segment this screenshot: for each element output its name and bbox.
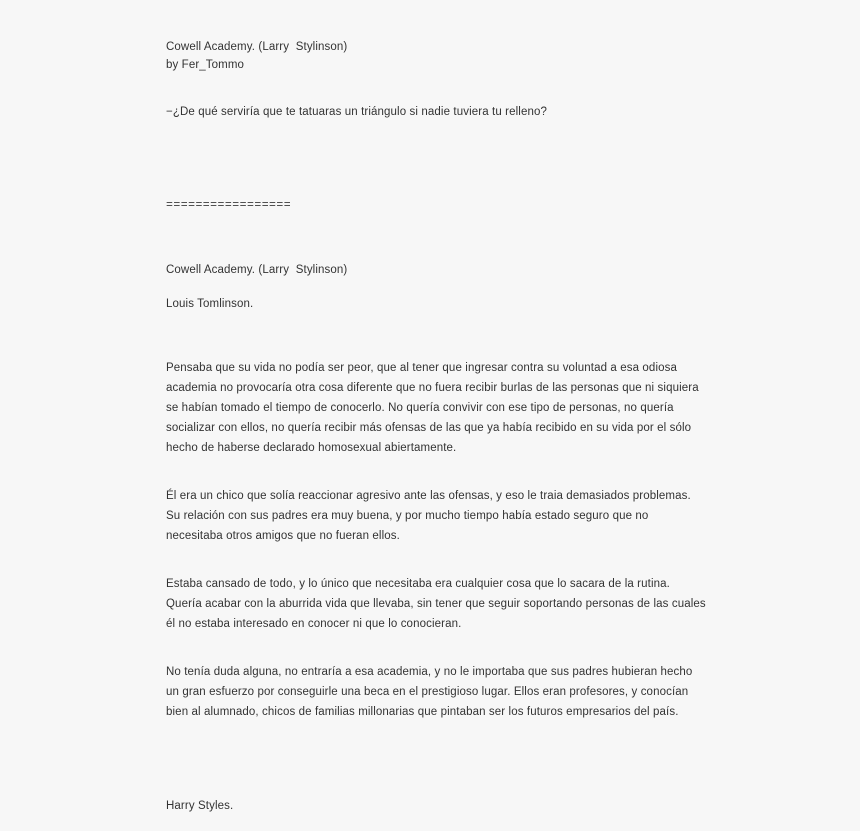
story-paragraph: Estaba cansado de todo, y lo único que necesitaba era cualquier cosa que lo sacara de la rutina. Quería acabar con la aburrida vida que llevaba, sin tener que seguir soportando personas de las cuales él no estaba interesado en conocer ni que lo conocieran. — [166, 578, 710, 630]
story-title: Cowell Academy. (Larry Stylinson) — [166, 41, 348, 53]
spacer — [166, 314, 706, 358]
story-byline: by Fer_Tommo — [166, 59, 245, 71]
story-paragraph: No tenía duda alguna, no entraría a esa academia, y no le importaba que sus padres hubieran hecho un gran esfuerzo por conseguirle una beca en el prestigioso lugar. Ellos eran profesores, y conocían bien al alumnado, chicos de familias millonarias que pintaban ser los futuros empresarios del país. — [166, 666, 696, 718]
spacer — [166, 722, 706, 796]
story-paragraph: Él era un chico que solía reaccionar agresivo ante las ofensas, y eso le traia demasiados problemas. Su relación con sus padres era muy buena, y por mucho tiempo había estado seguro que no necesitaba otros amigos que no fueran ellos. — [166, 490, 698, 542]
spacer — [166, 216, 706, 260]
section-separator: ================= — [166, 199, 292, 212]
spacer — [166, 280, 706, 294]
spacer — [166, 546, 706, 574]
story-paragraph: Pensaba que su vida no podía ser peor, que al tener que ingresar contra su voluntad a esa odiosa academia no provocaría otra cosa diferente que no fuera recibir burlas de las personas que ni siquiera se habían tomado el tiempo de conocerlo. No quería convivir con ese tipo de personas, no quería socializar con ellos, no quería recibir más ofensas de las que ya había recibido en su vida por el sólo hecho de haberse declarado homosexual abiertamente. — [166, 362, 703, 454]
chapter-title: Cowell Academy. (Larry Stylinson) — [166, 264, 348, 276]
story-header — [166, 38, 706, 74]
spacer — [166, 122, 706, 196]
spacer — [166, 74, 706, 102]
document-body — [166, 38, 710, 816]
pov-heading-louis: Louis Tomlinson. — [166, 298, 254, 310]
story-epigraph: −¿De qué serviría que te tatuaras un triángulo si nadie tuviera tu relleno? — [166, 106, 547, 118]
spacer — [166, 458, 706, 486]
pov-heading-harry: Harry Styles. — [166, 800, 234, 812]
spacer — [166, 634, 706, 662]
